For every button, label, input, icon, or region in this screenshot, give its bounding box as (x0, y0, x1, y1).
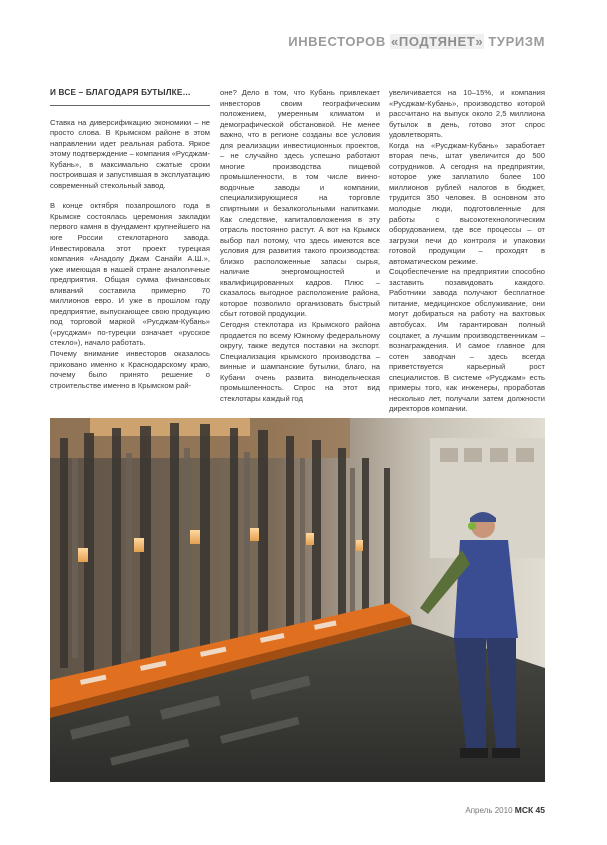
section-title-highlight: «ПОДТЯНЕТ» (391, 34, 484, 49)
section-title-part3: ТУРИЗМ (484, 34, 545, 49)
section-title-part1: ИНВЕСТОРОВ (288, 34, 391, 49)
page-footer (465, 805, 545, 815)
paragraph: Сегодня стеклотара из Крымского района продается по всему Южному федеральному округу, также ведутся поставки на экспорт. Специализация крымского производства – винные и шампанские бутылки, благо, на Кубани очень развита винодельческая промышленность. Спрос на этот вид стеклотары каждый год (220, 320, 380, 403)
article-column-2 (220, 88, 380, 404)
page-number: 45 (533, 805, 545, 815)
paragraph: Почему внимание инвесторов оказалось приковано именно к Краснодарскому краю, почему было принято решение о строительстве именно в Крымском рай- (50, 349, 210, 390)
subsection-heading: И ВСЕ – БЛАГОДАРЯ БУТЫЛКЕ… (50, 88, 210, 106)
paragraph: В конце октября позапрошлого года в Крымске состоялась церемония закладки первого камня в фундамент крупнейшего на юге России стеклотарного завода. Инвестировала этот проект турецкая компания «Анадолу Джам Санайи А.Ш.», уже имеющая в нашей стране аналогичные предприятия. Общая сумма финансовых вливаний составила примерно 70 миллионов евро. И уже в прошлом году предприятие, выпускающее свою продукцию под торговой маркой «Русджам-Кубань» («русджам» по-турецки означает «русское стекло»), начало работать. (50, 201, 210, 348)
paragraph: увеличивается на 10–15%, и компания «Русджам-Кубань», производство которой рассчитано на выпуск около 2,5 миллиона бутылок в день, готово этот спрос удовлетворять. (389, 88, 545, 140)
issue-date: Апрель 2010 (465, 806, 515, 815)
paragraph: Ставка на диверсификацию экономики – не просто слова. В Крымском районе в этом направлении идет реальная работа. Яркое этому подтверждение – компания «Русджам-Кубань», в максимально сжатые сроки построившая и запустившая в эксплуатацию современный стекольный завод. (50, 117, 210, 190)
paragraph: Соцобеспечение на предприятии способно заставить позавидовать каждого. Работники завода получают бесплатное питание, медицинское обслуживание, они могут добираться на работу на вахтовых автобусах. Им гарантирован полный соцпакет, а лучшим производственникам – вознаграждения. И самое главное для сотен заводчан – здесь всегда приветствуется карьерный рост специалистов. В системе «Русджам» есть примеры того, как инженеры, проработав несколько лет, получали затем должности директоров компании. (389, 267, 545, 414)
magazine-name: МСК (514, 805, 534, 815)
article-column-1 (50, 88, 210, 391)
section-title (288, 34, 545, 49)
article-column-3 (389, 88, 545, 423)
factory-photo (50, 418, 545, 782)
paragraph: оне? Дело в том, что Кубань привлекает инвесторов своим географическим положением, умеренным климатом и демографической обстановкой. Не менее важно, что в регионе созданы все условия для реализации инвестиционных проектов, – не случайно здесь успешно работают многие производства пищевой промышленности, в том числе винно-водочные заводы и компании, специализирующиеся на торговле спиртными и безалкогольными напитками. Как следствие, капиталовложения в эту отрасль постоянно растут. А вот на Крымск выбор пал потому, что здесь имеются все условия для развития такого производства: близко расположенные запасы сырья, наличие энергомощностей и квалифицированных кадров. Плюс – сказалось выгодное расположение района, которое позволило организовать быстрый сбыт готовой продукции. (220, 88, 380, 319)
paragraph: Когда на «Русджам-Кубань» заработает вторая печь, штат увеличится до 500 сотрудников. А сегодня на предприятии, которое уже заплатило более 100 миллионов рублей налогов в бюджет, трудится 350 человек. В основном это молодые люди, подготовленные для работы с высокотехнологическим оборудованием, где все процессы – от загрузки печи до контроля и упаковки готовой продукции – проходят в автоматическом режиме. (389, 140, 545, 266)
